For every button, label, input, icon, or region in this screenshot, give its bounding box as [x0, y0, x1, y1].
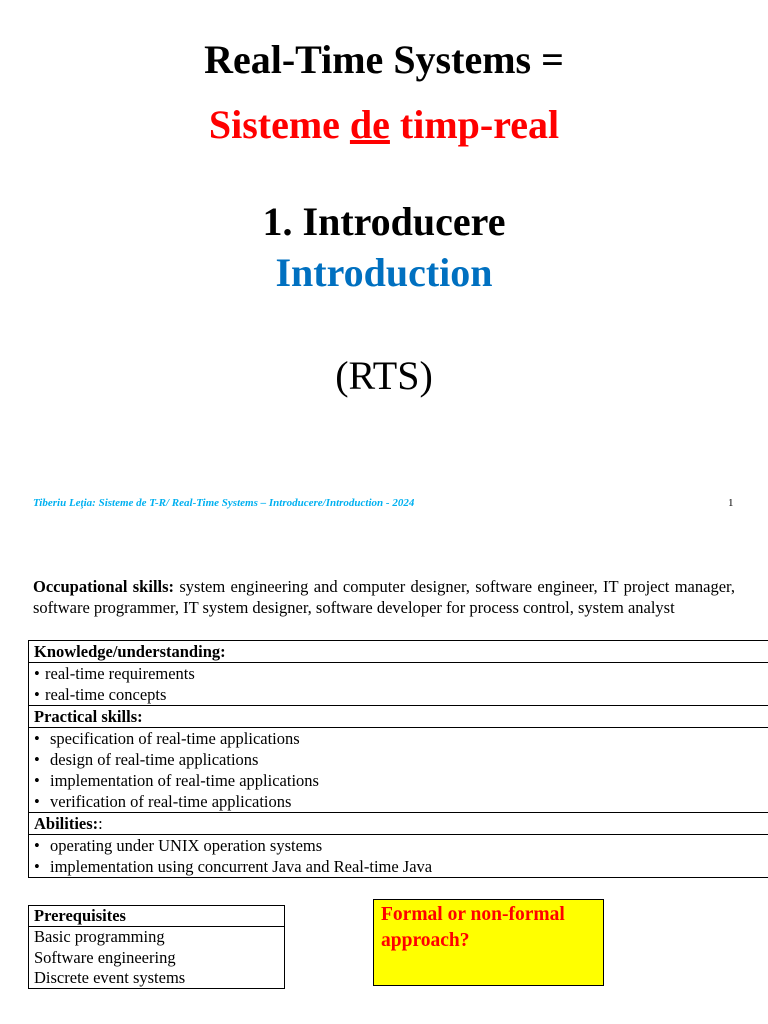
knowledge-header: Knowledge/understanding:: [29, 641, 768, 663]
practical-item: design of real-time applications: [50, 749, 259, 769]
list-item: [29, 791, 768, 813]
list-item: [29, 856, 768, 878]
list-item: [29, 728, 768, 750]
title-ro-part1: Sisteme: [208, 102, 350, 147]
title-ro-part3: timp-real: [389, 102, 560, 147]
bullet: •: [34, 663, 40, 683]
slide-title-romanian: [0, 101, 768, 149]
bullet: •: [34, 770, 40, 790]
knowledge-item: real-time requirements: [45, 663, 195, 683]
list-item: [29, 770, 768, 791]
prerequisites-box: [28, 905, 285, 989]
knowledge-item: real-time concepts: [45, 684, 167, 704]
practical-item: implementation of real-time applications: [50, 770, 319, 790]
chapter-heading-english: Introduction: [275, 250, 493, 295]
bullet: •: [34, 728, 40, 748]
practical-header: Practical skills:: [29, 706, 768, 728]
prerequisite-item: Discrete event systems: [34, 968, 186, 987]
abbreviation: (RTS): [335, 353, 433, 398]
list-item: [29, 684, 768, 706]
question-note: Formal or non-formal approach?: [373, 899, 604, 986]
occupational-skills: [33, 576, 735, 618]
slide-title: Real-Time Systems =: [204, 37, 564, 82]
prerequisite-item: Software engineering: [34, 947, 176, 967]
prerequisites-header: Prerequisites: [29, 906, 284, 927]
bullet: •: [34, 791, 40, 811]
abilities-suffix: :: [98, 813, 103, 833]
bullet: •: [34, 684, 40, 704]
practical-item: verification of real-time applications: [50, 791, 292, 811]
abilities-label: Abilities:: [34, 813, 99, 833]
bullet: •: [34, 835, 40, 855]
bullet: •: [34, 856, 40, 876]
page-number: 1: [728, 497, 734, 509]
chapter-heading: 1. Introducere: [262, 199, 506, 244]
list-item: [29, 749, 768, 770]
list-item: [29, 835, 768, 857]
list-item: [29, 663, 768, 685]
slide-footer: Tiberiu Leţia: Sisteme de T-R/ Real-Time Systems – Introducere/Introduction - 2024: [33, 497, 415, 509]
bullet: •: [34, 749, 40, 769]
title-ro-part2: de: [349, 102, 390, 147]
ability-item: implementation using concurrent Java and Real-time Java: [50, 856, 433, 876]
skills-label: Occupational skills:: [33, 577, 175, 596]
ability-item: operating under UNIX operation systems: [50, 835, 323, 855]
competence-table: [28, 640, 768, 878]
practical-item: specification of real-time applications: [50, 728, 300, 748]
abilities-header: [29, 813, 768, 835]
prerequisite-item: Basic programming: [34, 927, 165, 946]
skills-text: system engineering and computer designer, software engineer, IT project manager, software programmer, IT system designer, software developer for process control, system analyst: [33, 577, 735, 617]
